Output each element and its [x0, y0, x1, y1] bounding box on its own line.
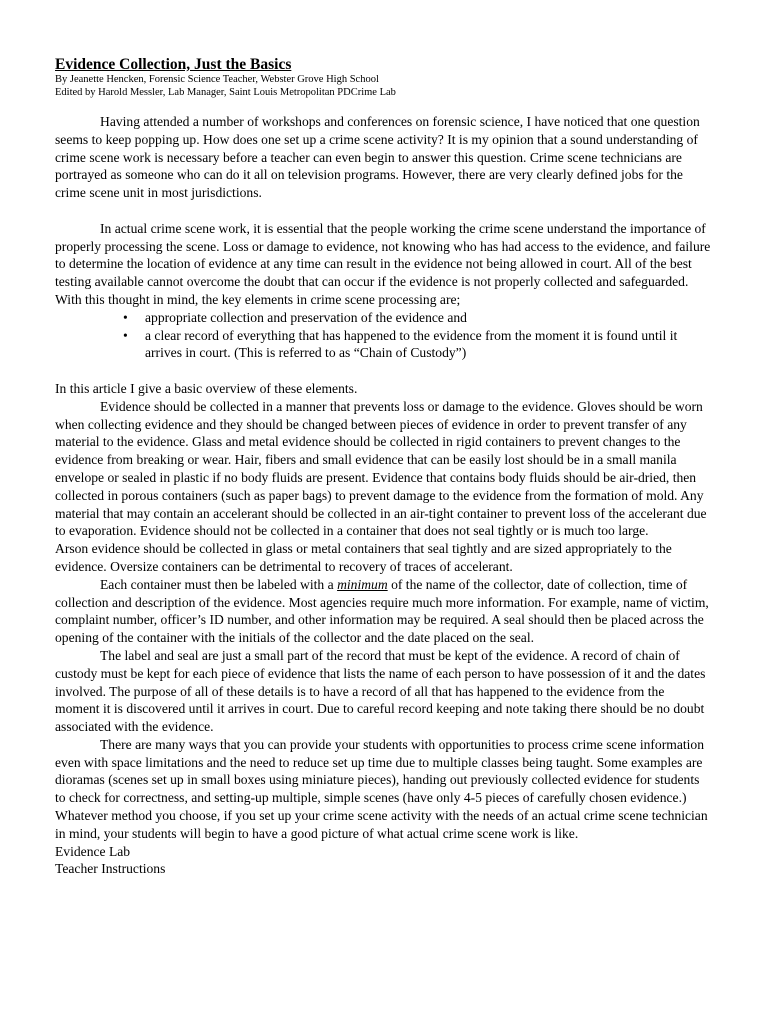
labeling-text-start: Each container must then be labeled with a [100, 576, 338, 592]
paragraph-collection: Evidence should be collected in a manner that prevents loss or damage to the evidence. Gloves should be worn when collecting evidence and they should be changed between pieces of evidence in order to prevent transfer of any material to the evidence. Glass and metal evidence should be collected in rigid containers to prevent changes to the evidence from breaking or wear. Hair, fibers and small evidence that can be easily lost should be in a small manila envelope or sealed in plastic if no body fluids are present. Evidence that contains body fluids should be air-dried, then collected in porous containers (such as paper bags) to prevent damage to the evidence from the formation of mold. Any material that may contain an accelerant should be collected in an air-tight container to prevent loss of the accelerant due to evaporation. Evidence should not be collected in a container that does not seal tightly or is much too large. [55, 398, 707, 539]
emphasized-word: minimum [337, 576, 388, 592]
author-byline: By Jeanette Hencken, Forensic Science Teacher, Webster Grove High School [55, 74, 379, 85]
list-item-text: a clear record of everything that has happened to the evidence from the moment it is found until it arrives in court. (This is referred to as “Chain of Custody”) [145, 327, 678, 361]
footer-teacher-instructions: Teacher Instructions [55, 861, 166, 877]
list-item-text: appropriate collection and preservation of the evidence and [145, 309, 467, 325]
paragraph-chain-of-custody: The label and seal are just a small part of the record that must be kept of the evidence. A record of chain of custody must be kept for each piece of evidence that lists the name of each person to have possession of it and the dates involved. The purpose of all of these details is to have a record of all that has happened to the evidence from the moment it is discovered until it arrives in court. Due to careful record keeping and note taking there should be no doubt associated with the evidence. [55, 647, 706, 735]
paragraph-student-activities: There are many ways that you can provide your students with opportunities to process crime scene information even with space limitations and the need to reduce set up time due to multiple classes being taught. Some examples are dioramas (scenes set up in small boxes using miniature pieces), handing out previously collected evidence for students to check for correctness, and setting-up multiple, simple scenes (have only 4-5 pieces of carefully chosen evidence.) Whatever method you choose, if you set up your crime scene activity with the needs of an actual crime scene technician in mind, your students will begin to have a good picture of what actual crime scene work is like. [55, 736, 708, 841]
document-title: Evidence Collection, Just the Basics [55, 56, 292, 73]
list-item [123, 327, 712, 363]
bullet-icon: • [123, 309, 128, 325]
paragraph-overview: In this article I give a basic overview of these elements. [55, 380, 358, 396]
paragraph-intro: Having attended a number of workshops and conferences on forensic science, I have noticed that one question seems to keep popping up. How does one set up a crime scene activity? It is my opinion that a sound understanding of crime scene work is necessary before a teacher can even begin to answer this question. Crime scene technicians are portrayed as someone who can do it all on television programs. However, there are very clearly defined jobs for the crime scene unit in most jurisdictions. [55, 114, 700, 201]
paragraph-crime-scene-work: In actual crime scene work, it is essential that the people working the crime scene understand the importance of properly processing the scene. Loss or damage to evidence, not knowing who has had access to the evidence, and failure to determine the location of evidence at any time can result in the evidence not being allowed in court. All of the best testing available cannot overcome the doubt that can occur if the evidence is not properly collected and safeguarded. With this thought in mind, the key elements in crime scene processing are; [55, 220, 711, 307]
paragraph-arson: Arson evidence should be collected in glass or metal containers that seal tightly and are sized appropriately to the evidence. Oversize containers can be detrimental to recovery of traces of accelerant. [55, 541, 672, 574]
spacer [55, 99, 712, 113]
paragraph-labeling [55, 576, 712, 647]
spacer [55, 362, 712, 380]
footer-evidence-lab: Evidence Lab [55, 843, 131, 859]
list-item [123, 309, 712, 327]
labeling-text-end: of the name of the collector, date of collection, time of collection and description of the evidence. Most agencies require much more information. For example, name of victim, complaint number, officer’s ID number, and other information may be required. A seal should then be placed across the opening of the container with the initials of the collector and the date placed on the seal. [55, 576, 709, 646]
spacer [55, 202, 712, 220]
key-elements-list [55, 309, 712, 362]
editor-byline: Edited by Harold Messler, Lab Manager, Saint Louis Metropolitan PDCrime Lab [55, 86, 396, 98]
bullet-icon: • [123, 327, 128, 343]
